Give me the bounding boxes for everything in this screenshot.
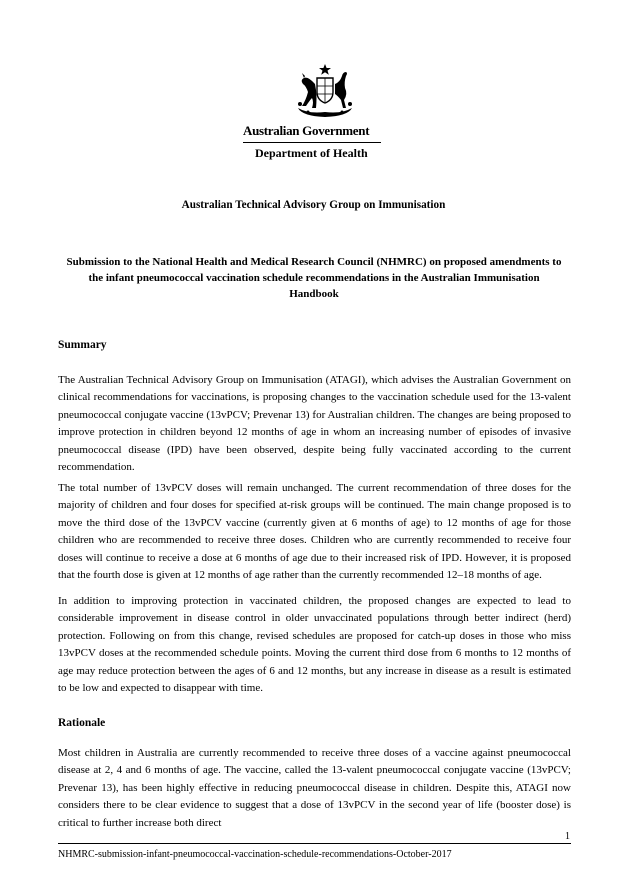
commonwealth-coat-of-arms-icon xyxy=(288,62,362,122)
rationale-paragraph: Most children in Australia are currently recommended to receive three doses of a vaccine against pneumococcal disease at 2, 4 and 6 months of age. The vaccine, called the 13-valent pneumococcal conjugate vaccine (13vPCV; Prevenar 13), has been highly effective in reducing pneumococcal disease in children. Despite this, ATAGI now considers there to be clear evidence to suggest that a dose of 13vPCV in the second year of life (booster dose) is critical to further increase both direct xyxy=(58,747,571,829)
rationale-heading: Rationale xyxy=(58,717,106,729)
department-name: Department of Health xyxy=(255,146,368,160)
government-name: Australian Government xyxy=(243,123,370,138)
header-divider xyxy=(243,142,381,143)
summary-heading: Summary xyxy=(58,339,107,351)
summary-paragraph: In addition to improving protection in vaccinated children, the proposed changes are expected to lead to considerable improvement in disease control in older unvaccinated populations through better indirect (herd) protection. Following on from this change, revised schedules are proposed for catch-up doses in those who miss 13vPCV doses at the recommended schedule points. Moving the current third dose from 6 months to 12 months of age may reduce protection between the ages of 6 and 12 months, but any increase in disease as a result is estimated to be low and expected to disappear with time. xyxy=(58,595,571,695)
group-title: Australian Technical Advisory Group on Immunisation xyxy=(181,199,446,211)
footer-divider xyxy=(58,843,571,844)
summary-paragraph: The total number of 13vPCV doses will remain unchanged. The current recommendation of three doses for the majority of children and four doses for specified at-risk groups will be continued. The main change proposed is to move the third dose of the 13vPCV vaccine (currently given at 6 months of age) to 12 months of age for those children who are recommended to receive three doses. Children who are currently recommended to receive four doses will continue to receive a dose at 6 months of age due to their increased risk of IPD. However, it is proposed that the fourth dose is given at 12 months of age rather than the currently recommended 12–18 months of age. xyxy=(58,482,571,582)
submission-title: Submission to the National Health and Medical Research Council (NHMRC) on proposed amendments to the infant pneumococcal vaccination schedule recommendations in the Australian Immunisation Handbook xyxy=(66,256,562,300)
summary-paragraph: The Australian Technical Advisory Group on Immunisation (ATAGI), which advises the Australian Government on clinical recommendations for vaccinations, is proposing changes to the vaccination schedule used for the 13-valent pneumococcal conjugate vaccine (13vPCV; Prevenar 13) for Australian children. The changes are being proposed to improve protection in children beyond 12 months of age in whom an increasing number of episodes of invasive pneumococcal disease (IPD) have been observed, despite being fully vaccinated according to the current recommendation. xyxy=(58,374,571,474)
page-number: 1 xyxy=(565,831,570,842)
footer-document-name: NHMRC-submission-infant-pneumococcal-vaccination-schedule-recommendations-October-2017 xyxy=(58,849,452,860)
